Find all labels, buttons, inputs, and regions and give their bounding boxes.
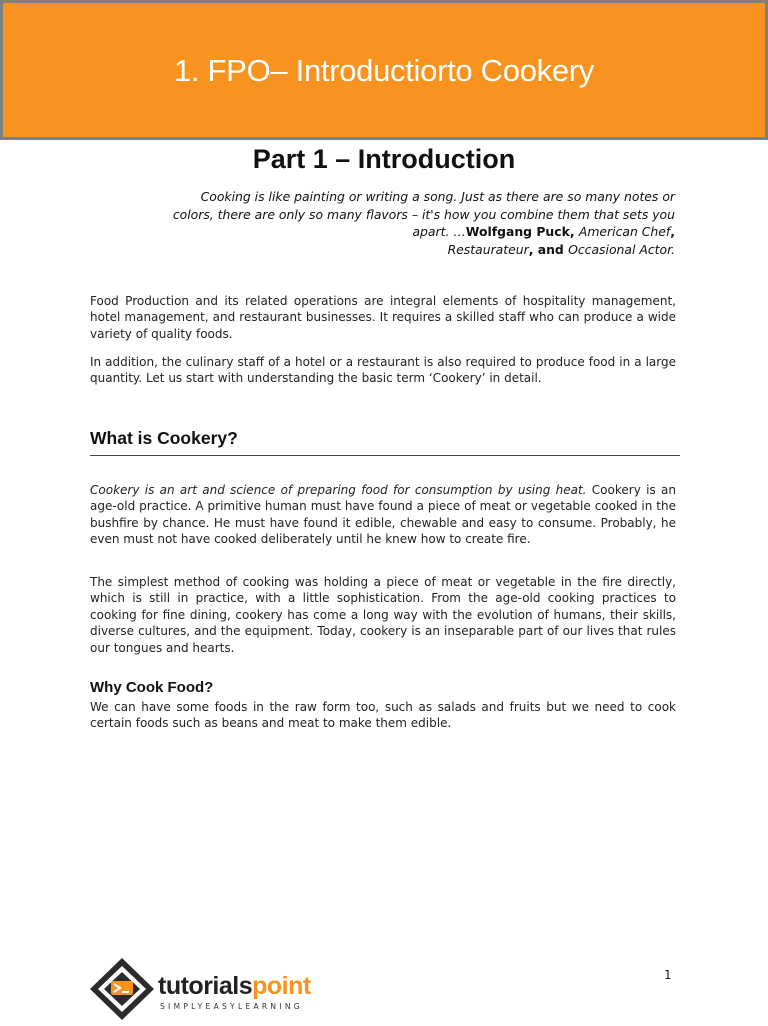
why-cook-paragraph: We can have some foods in the raw form too, such as salads and fruits but we need to cook certain foods such as beans and meat to make them edible. xyxy=(90,700,676,731)
title-banner xyxy=(0,0,768,140)
quote-role-restaurateur: Restaurateur xyxy=(447,241,529,257)
quote-separator: , xyxy=(569,224,579,239)
logo-diamond-icon xyxy=(88,956,156,1022)
quote-role-actor: Occasional Actor xyxy=(568,241,672,257)
what-is-paragraph-1 xyxy=(90,482,676,548)
quote-separator: , xyxy=(670,224,675,239)
logo-tagline: SIMPLYEASYLEARNING xyxy=(160,1002,303,1011)
logo-wordmark xyxy=(158,972,311,1001)
quote-role-chef: American Chef xyxy=(578,224,671,239)
what-is-paragraph-2: The simplest method of cooking was holding a piece of meat or vegetable in the fire directly, which is still in practice, with a little sophistication. From the age-old cooking practices to cooking for fine dining, cookery has come a long way with the evolution of humans, their skills, diverse cultures, and the equipment. Today, cookery is an inseparable part of our lives that rules our tongues and hearts. xyxy=(90,575,676,655)
epigraph-quote xyxy=(170,188,675,258)
quote-separator: , and xyxy=(528,241,569,257)
page-number: 1 xyxy=(664,968,672,982)
quote-text: Cooking is like painting or writing a song. Just as there are so many notes or colors, there are only so many flavors – it's how you combine them that sets you apart. … xyxy=(172,189,675,239)
quote-end: . xyxy=(671,241,675,257)
chapter-title: 1. FPO– Introductiorto Cookery xyxy=(173,53,595,88)
what-is-paragraph-1-rest: Cookery is an age-old practice. A primitive human must have found a piece of meat or vegetable cooked in the bushfire by chance. He must have found it edible, chewable and easy to consume. Probably, he even must not have cooked deliberately until he knew how to create fire. xyxy=(90,483,676,547)
definition-text: Cookery is an art and science of preparing food for consumption by using heat. xyxy=(90,483,587,497)
tutorialspoint-logo xyxy=(88,956,328,1022)
quote-author: Wolfgang Puck xyxy=(465,224,570,239)
logo-word-main: tutorials xyxy=(158,972,253,1000)
logo-word-accent: point xyxy=(252,972,311,1000)
intro-paragraph-2: In addition, the culinary staff of a hotel or a restaurant is also required to produce food in a large quantity. Let us start with understanding the basic term ‘Cookery’ in detail. xyxy=(90,355,676,386)
part-title: Part 1 – Introduction xyxy=(252,144,516,174)
intro-paragraph-1: Food Production and its related operations are integral elements of hospitality management, hotel management, and restaurant businesses. It requires a skilled staff who can produce a wide variety of quality foods. xyxy=(90,294,676,341)
what-is-cookery-heading: What is Cookery? xyxy=(90,428,680,456)
why-cook-heading: Why Cook Food? xyxy=(90,679,214,696)
